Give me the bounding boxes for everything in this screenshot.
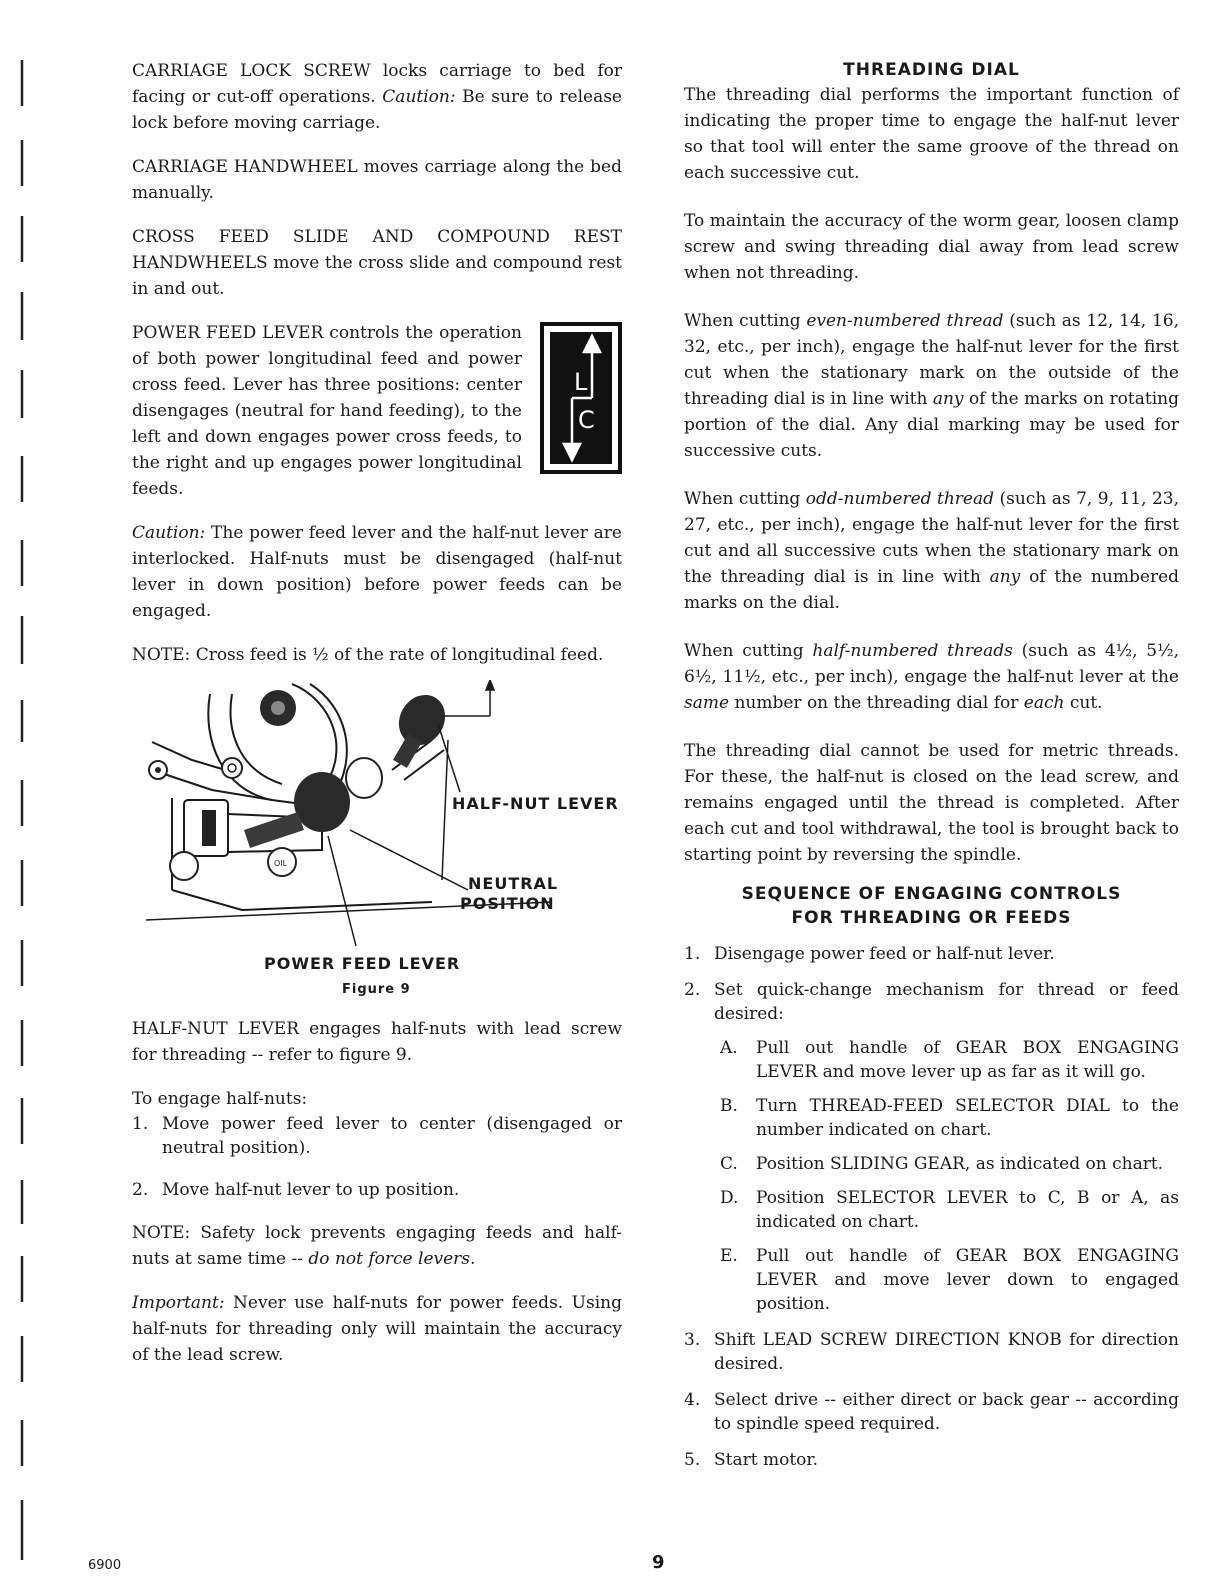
carriage-lock-paragraph: CARRIAGE LOCK SCREW locks carriage to bed for facing or cut-off operations. Caution: Be sure to release lock before moving carriage.	[132, 61, 622, 133]
odd-thread-paragraph: When cutting odd-numbered thread (such as 7, 9, 11, 23, 27, etc., per inch), engage the half-nut lever for the first cut and all successive cuts when the stationary mark on the threading dial is in line with any of the numbered marks on the dial.	[684, 489, 1180, 613]
left-column	[132, 58, 622, 1368]
list-item: 2. Set quick-change mechanism for thread or feed desired:	[684, 980, 1179, 1024]
cross-feed-paragraph: CROSS FEED SLIDE AND COMPOUND REST HANDWHEELS move the cross slide and compound rest in and out.	[132, 227, 622, 299]
lathe-apron-illustration	[132, 680, 632, 980]
safety-lock-note: NOTE: Safety lock prevents engaging feeds and half-nuts at same time -- do not force levers.	[132, 1223, 622, 1269]
engage-half-nuts-steps	[132, 1112, 622, 1202]
document-code: 6900	[88, 1558, 122, 1573]
neutral-label-line1: NEUTRAL	[468, 874, 559, 893]
engage-half-nuts-intro: To engage half-nuts:	[132, 1089, 308, 1109]
figure-9	[132, 680, 632, 980]
threading-dial-heading: THREADING DIAL	[843, 60, 1020, 80]
half-nut-lever-label: HALF-NUT LEVER	[452, 794, 619, 813]
list-item: 1. Disengage power feed or half-nut lever.	[684, 944, 1055, 964]
sequence-steps-continued	[684, 1328, 1179, 1472]
lc-letter-c: C	[578, 406, 595, 434]
sequence-steps	[684, 942, 1179, 1026]
power-feed-lever-label: POWER FEED LEVER	[264, 954, 461, 973]
oil-cap-label: OIL	[274, 859, 288, 868]
even-thread-paragraph: When cutting even-numbered thread (such as 12, 14, 16, 32, etc., per inch), engage the half-nut lever for the first cut when the stationary mark on the outside of the threading dial is in line with any of the marks on rotating portion of the dial. Any dial marking may be used for successive cuts.	[684, 311, 1179, 461]
neutral-label-line2: POSITION	[460, 894, 555, 913]
important-paragraph: Important: Never use half-nuts for power feeds. Using half-nuts for threading only will maintain the accuracy of the lead screw.	[132, 1293, 622, 1365]
cross-feed-note: NOTE: Cross feed is ½ of the rate of longitudinal feed.	[132, 645, 604, 665]
page-number: 9	[652, 1552, 665, 1573]
list-item: 5. Start motor.	[684, 1450, 819, 1470]
list-item: B. Turn THREAD-FEED SELECTOR DIAL to the number indicated on chart.	[720, 1096, 1179, 1140]
caution-interlock-paragraph: Caution: The power feed lever and the half-nut lever are interlocked. Half-nuts must be disengaged (half-nut lever in down position) before power feeds can be engaged.	[132, 523, 622, 621]
half-thread-paragraph: When cutting half-numbered threads (such as 4½, 5½, 6½, 11½, etc., per inch), engage the half-nut lever at the same number on the threading dial for each cut.	[684, 641, 1179, 713]
list-item: E. Pull out handle of GEAR BOX ENGAGING LEVER and move lever down to engaged position.	[720, 1246, 1179, 1314]
list-item: D. Position SELECTOR LEVER to C, B or A, as indicated on chart.	[720, 1188, 1179, 1232]
power-feed-section	[132, 320, 622, 502]
lc-letter-l: L	[574, 368, 588, 396]
power-feed-paragraph: POWER FEED LEVER controls the operation of both power longitudinal feed and power cross feed. Lever has three positions: center disengages (neutral for hand feeding), to the left and down engages power cross feeds, to the right and up engages power longitudinal feeds.	[132, 323, 522, 499]
metric-thread-paragraph: The threading dial cannot be used for metric threads. For these, the half-nut is closed on the lead screw, and remains engaged until the thread is completed. After each cut and tool withdrawal, the tool is brought back to starting point by reversing the spindle.	[684, 741, 1179, 865]
sequence-substeps	[684, 1036, 1179, 1316]
binding-marks	[0, 0, 40, 1582]
worm-gear-paragraph: To maintain the accuracy of the worm gear, loosen clamp screw and swing threading dial away from lead screw when not threading.	[684, 211, 1179, 283]
sequence-heading-line2: FOR THREADING OR FEEDS	[791, 908, 1072, 928]
list-item: 2. Move half-nut lever to up position.	[132, 1180, 460, 1200]
sequence-heading-line1: SEQUENCE OF ENGAGING CONTROLS	[741, 884, 1122, 904]
carriage-handwheel-paragraph: CARRIAGE HANDWHEEL moves carriage along the bed manually.	[132, 157, 622, 203]
half-nut-lever-paragraph: HALF-NUT LEVER engages half-nuts with lead screw for threading -- refer to figure 9.	[132, 1019, 622, 1065]
lc-lever-diagram	[540, 322, 622, 474]
list-item: 4. Select drive -- either direct or back gear -- according to spindle speed required.	[684, 1390, 1179, 1434]
threading-dial-paragraph: The threading dial performs the important function of indicating the proper time to engage the half-nut lever so that tool will enter the same groove of the thread on each successive cut.	[684, 85, 1179, 183]
lc-arrows-icon	[550, 332, 612, 464]
list-item: 1. Move power feed lever to center (disengaged or neutral position).	[132, 1114, 622, 1158]
list-item: 3. Shift LEAD SCREW DIRECTION KNOB for direction desired.	[684, 1330, 1179, 1374]
right-column	[684, 58, 1179, 1472]
list-item: A. Pull out handle of GEAR BOX ENGAGING LEVER and move lever up as far as it will go.	[720, 1038, 1179, 1082]
figure-caption: Figure 9	[342, 982, 411, 997]
list-item: C. Position SLIDING GEAR, as indicated on chart.	[720, 1154, 1164, 1174]
